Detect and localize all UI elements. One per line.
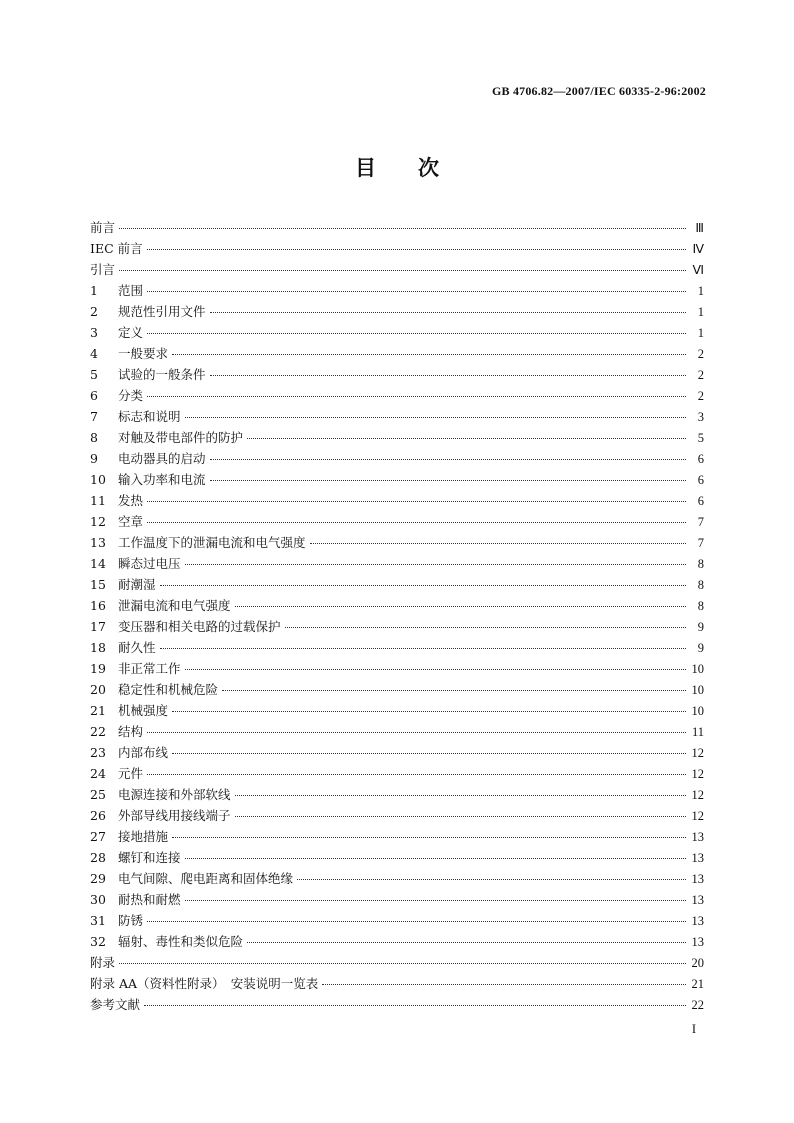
toc-entry-label: 一般要求: [118, 346, 169, 361]
toc-entry[interactable]: [90, 953, 704, 974]
page-number: I: [691, 1022, 696, 1036]
toc-entry-number: 30: [90, 892, 106, 907]
toc-entry-page: 12: [691, 767, 704, 781]
toc-entry-label: 标志和说明: [118, 409, 181, 424]
dot-leader: [119, 963, 686, 964]
dot-leader: [172, 354, 686, 355]
toc-entry[interactable]: [90, 428, 704, 449]
toc-entry-page: 8: [697, 578, 704, 592]
toc-entry[interactable]: [90, 386, 704, 407]
dot-leader: [185, 900, 686, 901]
dot-leader: [210, 312, 686, 313]
dot-leader: [147, 921, 686, 922]
toc-entry-number: 17: [90, 619, 106, 634]
toc-entry-page: 2: [697, 347, 704, 361]
toc-entry-label: 稳定性和机械危险: [118, 682, 219, 697]
toc-entry[interactable]: [90, 302, 704, 323]
dot-leader: [160, 585, 686, 586]
toc-entry-label: 定义: [118, 325, 144, 340]
toc-entry[interactable]: [90, 407, 704, 428]
toc-entry-page: 6: [697, 494, 704, 508]
dot-leader: [147, 501, 686, 502]
toc-entry-page: 7: [697, 536, 704, 550]
toc-entry-label: 空章: [118, 514, 144, 529]
toc-entry-label: 范围: [118, 283, 144, 298]
dot-leader: [172, 837, 686, 838]
toc-entry-label: 输入功率和电流: [118, 472, 206, 487]
toc-entry-page: 10: [691, 662, 704, 676]
toc-entry-number: 27: [90, 829, 106, 844]
toc-entry-page: 21: [691, 977, 704, 991]
toc-entry-number: 19: [90, 661, 106, 676]
dot-leader: [235, 816, 686, 817]
toc-entry-number: 26: [90, 808, 106, 823]
toc-entry-page: 7: [697, 515, 704, 529]
toc-entry[interactable]: [90, 869, 704, 890]
dot-leader: [147, 774, 686, 775]
toc-entry[interactable]: [90, 575, 704, 596]
toc-entry-page: 13: [691, 893, 704, 907]
dot-leader: [147, 522, 686, 523]
toc-entry[interactable]: [90, 365, 704, 386]
dot-leader: [247, 438, 686, 439]
toc-entry-number: 20: [90, 682, 106, 697]
toc-entry-label: 耐久性: [118, 640, 156, 655]
toc-entry-page: 22: [691, 998, 704, 1012]
toc-entry[interactable]: [90, 533, 704, 554]
toc-entry-label: 电源连接和外部软线: [118, 787, 231, 802]
toc-entry[interactable]: [90, 911, 704, 932]
toc-entry-label: 规范性引用文件: [118, 304, 206, 319]
dot-leader: [322, 984, 686, 985]
toc-entry-label: 瞬态过电压: [118, 556, 181, 571]
toc-entry-page: 1: [697, 284, 704, 298]
toc-entry-number: 9: [90, 451, 98, 466]
toc-entry-number: 31: [90, 913, 106, 928]
toc-entry[interactable]: [90, 701, 704, 722]
toc-entry-label: 附录 AA（资料性附录） 安装说明一览表: [90, 976, 319, 991]
toc-entry-number: 4: [90, 346, 98, 361]
toc-entry-page: 10: [691, 683, 704, 697]
dot-leader: [185, 858, 686, 859]
toc-entry-number: 12: [90, 514, 106, 529]
toc-entry-page: 2: [697, 368, 704, 382]
toc-entry-label: 电动器具的启动: [118, 451, 206, 466]
toc-entry[interactable]: [90, 260, 704, 281]
toc-entry-page: 1: [697, 305, 704, 319]
toc-entry[interactable]: [90, 470, 704, 491]
toc-entry-number: 5: [90, 367, 98, 382]
toc-entry[interactable]: [90, 848, 704, 869]
dot-leader: [160, 648, 686, 649]
toc-entry-page: 8: [697, 557, 704, 571]
toc-entry-number: 25: [90, 787, 106, 802]
dot-leader: [147, 396, 686, 397]
toc-entry-page: 9: [697, 641, 704, 655]
toc-entry-label: 对触及带电部件的防护: [118, 430, 244, 445]
toc-entry-page: 6: [697, 473, 704, 487]
dot-leader: [210, 375, 686, 376]
toc-entry-label: 附录: [90, 955, 116, 970]
toc-entry-label: 辐射、毒性和类似危险: [118, 934, 244, 949]
toc-entry-page: Ⅲ: [695, 221, 704, 235]
toc-entry-label: 参考文献: [90, 997, 141, 1012]
toc-entry-number: 28: [90, 850, 106, 865]
toc-entry[interactable]: [90, 617, 704, 638]
toc-entry[interactable]: [90, 491, 704, 512]
toc-entry-number: 16: [90, 598, 106, 613]
toc-entry-page: Ⅵ: [692, 263, 704, 277]
toc-entry-number: 32: [90, 934, 106, 949]
toc-entry-page: 13: [691, 830, 704, 844]
dot-leader: [147, 333, 686, 334]
toc-entry[interactable]: [90, 281, 704, 302]
dot-leader: [297, 879, 686, 880]
dot-leader: [185, 417, 686, 418]
toc-entry-page: 9: [697, 620, 704, 634]
toc-entry-page: 5: [697, 431, 704, 445]
toc-entry[interactable]: [90, 932, 704, 953]
toc-entry-page: 20: [691, 956, 704, 970]
toc-entry-label: 耐热和耐燃: [118, 892, 181, 907]
toc-entry[interactable]: [90, 806, 704, 827]
toc-entry[interactable]: [90, 344, 704, 365]
toc-entry-label: 外部导线用接线端子: [118, 808, 231, 823]
toc-entry-number: 29: [90, 871, 106, 886]
dot-leader: [147, 732, 686, 733]
toc-entry-number: 21: [90, 703, 106, 718]
toc-entry-page: 10: [691, 704, 704, 718]
toc-entry[interactable]: [90, 680, 704, 701]
toc-entry[interactable]: [90, 827, 704, 848]
dot-leader: [185, 564, 686, 565]
toc-entry[interactable]: [90, 596, 704, 617]
toc-entry-label: 前言: [90, 220, 116, 235]
toc-entry-number: 1: [90, 283, 98, 298]
toc-entry[interactable]: [90, 785, 704, 806]
toc-entry-number: 14: [90, 556, 106, 571]
toc-entry-label: 螺钉和连接: [118, 850, 181, 865]
toc-entry-label: IEC 前言: [90, 241, 143, 256]
toc-entry[interactable]: [90, 659, 704, 680]
toc-entry-number: 7: [90, 409, 98, 424]
toc-entry-page: 13: [691, 935, 704, 949]
toc-entry[interactable]: [90, 890, 704, 911]
toc-entry-page: 11: [691, 725, 704, 739]
toc-entry-label: 引言: [90, 262, 116, 277]
toc-entry-number: 6: [90, 388, 98, 403]
toc-entry-label: 结构: [118, 724, 144, 739]
toc-entry-page: 12: [691, 809, 704, 823]
toc-entry[interactable]: [90, 995, 704, 1016]
dot-leader: [222, 690, 686, 691]
toc-entry[interactable]: [90, 722, 704, 743]
toc-entry-page: 12: [691, 746, 704, 760]
toc-entry-number: 22: [90, 724, 106, 739]
toc-entry-number: 8: [90, 430, 98, 445]
toc-entry-label: 防锈: [118, 913, 144, 928]
dot-leader: [147, 249, 686, 250]
toc-entry[interactable]: [90, 239, 704, 260]
toc-entry-label: 工作温度下的泄漏电流和电气强度: [118, 535, 306, 550]
dot-leader: [185, 669, 686, 670]
dot-leader: [210, 480, 686, 481]
toc-entry-number: 3: [90, 325, 98, 340]
toc-entry-number: 11: [90, 493, 106, 508]
dot-leader: [119, 228, 686, 229]
dot-leader: [210, 459, 686, 460]
toc-entry[interactable]: [90, 743, 704, 764]
page-title: 目 次: [355, 155, 439, 180]
toc-entry-label: 泄漏电流和电气强度: [118, 598, 231, 613]
toc-entry[interactable]: [90, 449, 704, 470]
toc-entry-number: 2: [90, 304, 98, 319]
toc-entry[interactable]: [90, 512, 704, 533]
toc-entry-label: 机械强度: [118, 703, 169, 718]
toc-entry-number: 10: [90, 472, 106, 487]
toc-entry-number: 13: [90, 535, 106, 550]
table-of-contents: [90, 218, 704, 1016]
dot-leader: [235, 606, 686, 607]
dot-leader: [285, 627, 686, 628]
dot-leader: [310, 543, 686, 544]
toc-entry-page: 12: [691, 788, 704, 802]
toc-entry-label: 变压器和相关电路的过载保护: [118, 619, 281, 634]
toc-entry-number: 24: [90, 766, 106, 781]
dot-leader: [235, 795, 686, 796]
toc-entry-label: 非正常工作: [118, 661, 181, 676]
toc-entry-label: 耐潮湿: [118, 577, 156, 592]
dot-leader: [172, 753, 686, 754]
toc-entry[interactable]: [90, 554, 704, 575]
dot-leader: [172, 711, 686, 712]
toc-entry[interactable]: [90, 638, 704, 659]
toc-entry-page: 13: [691, 851, 704, 865]
toc-entry-label: 内部布线: [118, 745, 169, 760]
toc-entry-number: 18: [90, 640, 106, 655]
toc-entry-page: 13: [691, 872, 704, 886]
toc-entry-label: 发热: [118, 493, 144, 508]
dot-leader: [147, 291, 686, 292]
dot-leader: [247, 942, 686, 943]
toc-entry-page: Ⅳ: [692, 242, 704, 256]
dot-leader: [119, 270, 686, 271]
toc-entry-number: 15: [90, 577, 106, 592]
toc-entry[interactable]: [90, 764, 704, 785]
toc-entry-label: 分类: [118, 388, 144, 403]
toc-entry-page: 6: [697, 452, 704, 466]
toc-entry-label: 元件: [118, 766, 144, 781]
document-header: GB 4706.82—2007/IEC 60335-2-96:2002: [492, 84, 706, 98]
toc-entry-number: 23: [90, 745, 106, 760]
toc-entry-label: 接地措施: [118, 829, 169, 844]
toc-entry[interactable]: [90, 323, 704, 344]
toc-entry[interactable]: [90, 974, 704, 995]
toc-entry-label: 试验的一般条件: [118, 367, 206, 382]
toc-entry[interactable]: [90, 218, 704, 239]
toc-entry-label: 电气间隙、爬电距离和固体绝缘: [118, 871, 294, 886]
toc-entry-page: 8: [697, 599, 704, 613]
toc-entry-page: 13: [691, 914, 704, 928]
toc-entry-page: 3: [697, 410, 704, 424]
dot-leader: [144, 1005, 686, 1006]
toc-entry-page: 1: [697, 326, 704, 340]
toc-entry-page: 2: [697, 389, 704, 403]
